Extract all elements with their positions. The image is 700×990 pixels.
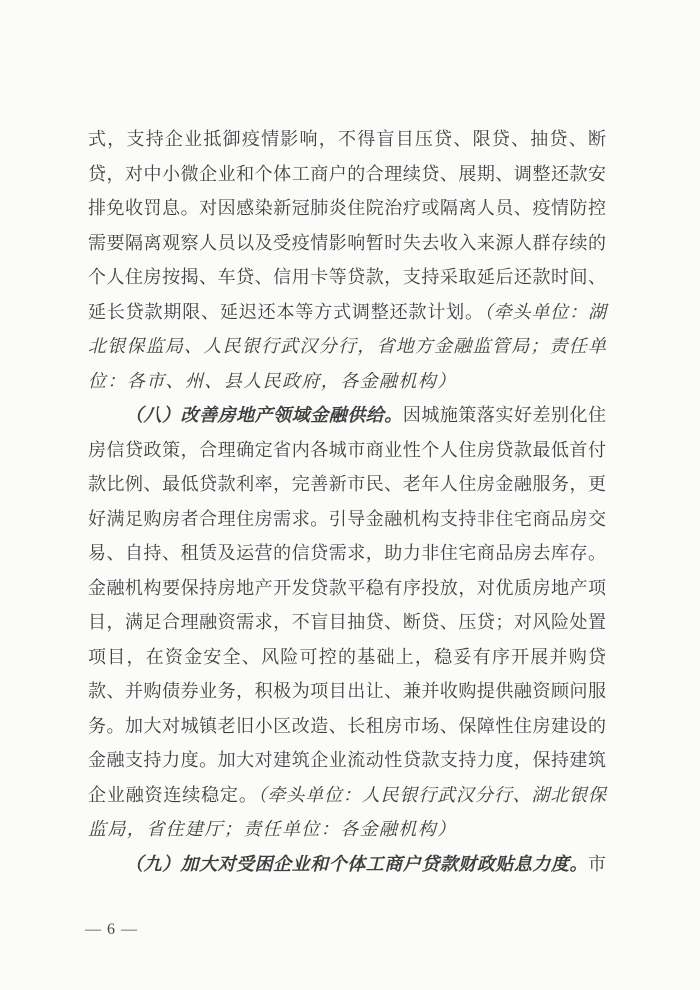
text-line	[88, 157, 606, 192]
text-line	[88, 364, 606, 399]
text-line	[88, 536, 606, 571]
text-segment-body: 因城施策落实好差别化住	[402, 405, 607, 425]
text-line	[88, 709, 606, 744]
text-line	[88, 467, 606, 502]
text-segment-body: 排免收罚息。对因感染新冠肺炎住院治疗或隔离人员、疫情防控	[88, 198, 606, 218]
text-segment-body: 需要隔离观察人员以及受疫情影响暂时失去收入来源人群存续的	[88, 232, 606, 253]
text-segment-kaiti: 位：各市、州、县人民政府，各金融机构）	[88, 370, 457, 391]
text-segment-kaiti: （牵头单位：人民银行武汉分行、湖北银保	[257, 784, 607, 805]
text-line	[88, 502, 606, 537]
text-line	[88, 226, 606, 261]
text-line	[88, 640, 606, 675]
text-segment-body: 个人住房按揭、车贷、信用卡等贷款，支持采取延后还款时间、	[88, 267, 606, 287]
text-segment-body: 金融支持力度。加大对建筑企业流动性贷款支持力度，保持建筑	[88, 750, 606, 770]
text-line	[88, 571, 606, 606]
text-segment-body: 金融机构要保持房地产开发贷款平稳有序投放，对优质房地产项	[88, 577, 606, 598]
text-line	[88, 674, 606, 709]
text-line	[88, 847, 606, 882]
text-segment-body: 务。加大对城镇老旧小区改造、长租房市场、保障性住房建设的	[88, 715, 606, 736]
text-segment-kaiti-bold: （九）加大对受困企业和个体工商户贷款财政贴息力度。	[125, 853, 588, 874]
text-segment-body: 项目，在资金安全、风险可控的基础上，稳妥有序开展并购贷	[88, 646, 606, 667]
text-line	[88, 605, 606, 640]
text-segment-body: 式，支持企业抵御疫情影响，不得盲目压贷、限贷、抽贷、断	[88, 129, 606, 149]
text-segment-body: 房信贷政策，合理确定省内各城市商业性个人住房贷款最低首付	[88, 439, 606, 460]
text-segment-body: 好满足购房者合理住房需求。引导金融机构支持非住宅商品房交	[88, 508, 606, 529]
page-number: — 6 —	[85, 921, 138, 938]
text-segment-body: 目，满足合理融资需求，不盲目抽贷、断贷、压贷；对风险处置	[88, 612, 606, 632]
text-segment-kaiti-bold: （八）改善房地产领域金融供给。	[125, 405, 403, 425]
text-segment-kaiti: （牵头单位：湖	[483, 301, 607, 322]
text-line	[88, 122, 606, 157]
text-segment-body: 市	[588, 853, 606, 874]
text-segment-body: 款比例、最低贷款利率，完善新市民、老年人住房金融服务，更	[88, 474, 606, 494]
document-body	[88, 122, 606, 881]
text-line	[88, 398, 606, 433]
text-segment-body: 易、自持、租赁及运营的信贷需求，助力非住宅商品房去库存。	[88, 543, 606, 563]
text-line	[88, 191, 606, 226]
text-line	[88, 812, 606, 847]
text-segment-body: 延长贷款期限、延迟还本等方式调整还款计划。	[88, 301, 484, 322]
text-segment-body: 贷，对中小微企业和个体工商户的合理续贷、展期、调整还款安	[88, 163, 606, 184]
text-line	[88, 260, 606, 295]
text-segment-body: 款、并购债券业务，积极为项目出让、兼并收购提供融资顾问服	[88, 681, 606, 701]
text-segment-kaiti: 监局，省住建厅；责任单位：各金融机构）	[88, 819, 457, 839]
text-line	[88, 295, 606, 330]
text-line	[88, 329, 606, 364]
text-line	[88, 433, 606, 468]
text-segment-body: 企业融资连续稳定。	[88, 784, 258, 805]
text-segment-kaiti: 北银保监局、人民银行武汉分行，省地方金融监管局；责任单	[88, 336, 606, 356]
text-line	[88, 778, 606, 813]
text-line	[88, 743, 606, 778]
